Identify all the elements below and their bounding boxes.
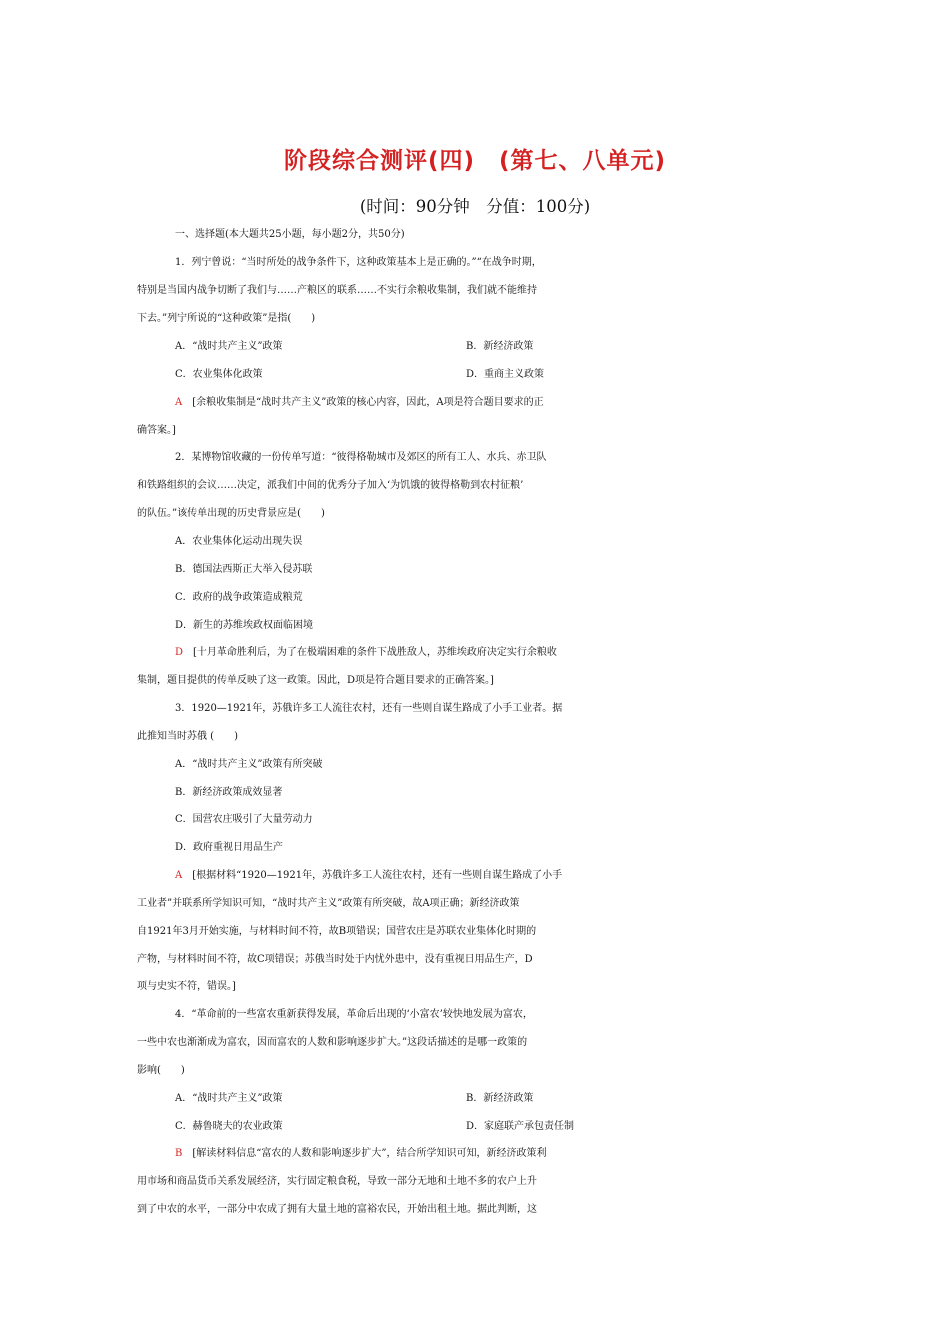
question-3-stem-line: 3．1920—1921年，苏俄许多工人流往农村，还有一些则自谋生路成了小手工业者。据 xyxy=(175,703,563,714)
question-4-option-b: B．新经济政策 xyxy=(466,1093,534,1104)
question-3-explanation: 项与史实不符，错误。] xyxy=(137,981,236,992)
question-1-option-d: D．重商主义政策 xyxy=(466,369,545,380)
question-1-explanation: 确答案。] xyxy=(137,425,176,436)
question-4-answer: B xyxy=(175,1148,183,1159)
question-3-option-d: D．政府重视日用品生产 xyxy=(175,842,284,853)
question-1-option-b: B．新经济政策 xyxy=(466,341,534,352)
question-1-stem-line: 特别是当国内战争切断了我们与……产粮区的联系……不实行余粮收集制，我们就不能维持 xyxy=(137,285,537,296)
question-1-answer: A xyxy=(175,397,183,408)
question-4-explanation: 到了中农的水平，一部分中农成了拥有大量土地的富裕农民，开始出租土地。据此判断，这 xyxy=(137,1204,537,1215)
question-2-option-b: B．德国法西斯正大举入侵苏联 xyxy=(175,564,313,575)
section-heading: 一、选择题(本大题共25小题，每小题2分，共50分) xyxy=(175,229,405,240)
question-2-answer: D xyxy=(175,647,184,658)
question-3-explanation: 产物，与材料时间不符，故C项错误；苏俄当时处于内忧外患中，没有重视日用品生产，D xyxy=(137,954,533,965)
question-1-explanation: A [余粮收集制是“战时共产主义”政策的核心内容，因此，A项是符合题目要求的正 xyxy=(175,397,544,408)
question-2-explanation: 集制，题目提供的传单反映了这一政策。因此，D项是符合题目要求的正确答案。] xyxy=(137,675,494,686)
exam-info: (时间：90分钟 分值：100分) xyxy=(359,197,591,216)
question-4-explanation: 用市场和商品货币关系发展经济，实行固定粮食税，导致一部分无地和土地不多的农户上升 xyxy=(137,1176,537,1187)
question-4-explanation: B [解读材料信息“富农的人数和影响逐步扩大”，结合所学知识可知，新经济政策利 xyxy=(175,1148,547,1159)
question-4-stem-line: 影响( ) xyxy=(137,1065,185,1076)
question-2-option-a: A．农业集体化运动出现失误 xyxy=(175,536,303,547)
question-2-option-c: C．政府的战争政策造成粮荒 xyxy=(175,592,303,603)
question-3-explanation: A [根据材料“1920—1921年，苏俄许多工人流往农村，还有一些则自谋生路成了小手 xyxy=(175,870,563,881)
question-2-stem-line: 的队伍。”该传单出现的历史背景应是( ) xyxy=(137,508,325,519)
question-4-option-a: A．“战时共产主义”政策 xyxy=(175,1093,283,1104)
question-3-stem-line: 此推知当时苏俄 ( ) xyxy=(137,731,238,742)
question-3-answer: A xyxy=(175,870,183,881)
question-1-option-c: C．农业集体化政策 xyxy=(175,369,263,380)
question-2-explanation: D [十月革命胜利后，为了在极端困难的条件下战胜敌人，苏维埃政府决定实行余粮收 xyxy=(175,647,557,658)
question-2-stem-line: 2．某博物馆收藏的一份传单写道：“彼得格勒城市及郊区的所有工人、水兵、赤卫队 xyxy=(175,452,547,463)
question-4-stem-line: 一些中农也渐渐成为富农，因而富农的人数和影响逐步扩大。”这段话描述的是哪一政策的 xyxy=(137,1037,528,1048)
question-1-stem-line: 1．列宁曾说：“当时所处的战争条件下，这种政策基本上是正确的。”“在战争时期， xyxy=(175,257,542,268)
question-3-option-b: B．新经济政策成效显著 xyxy=(175,787,283,798)
question-4-stem-line: 4．“革命前的一些富农重新获得发展，革命后出现的‘小富农’较快地发展为富农， xyxy=(175,1009,533,1020)
question-2-option-d: D．新生的苏维埃政权面临困境 xyxy=(175,620,314,631)
question-3-explanation: 工业者”并联系所学知识可知，“战时共产主义”政策有所突破，故A项正确；新经济政策 xyxy=(137,898,520,909)
question-1-option-a: A．“战时共产主义”政策 xyxy=(175,341,283,352)
question-3-option-a: A．“战时共产主义”政策有所突破 xyxy=(175,759,323,770)
question-1-stem-line: 下去。”列宁所说的“这种政策”是指( ) xyxy=(137,313,316,324)
question-3-option-c: C．国营农庄吸引了大量劳动力 xyxy=(175,814,313,825)
question-3-explanation: 自1921年3月开始实施，与材料时间不符，故B项错误；国营农庄是苏联农业集体化时期的 xyxy=(137,926,537,937)
page-title: 阶段综合测评(四) (第七、八单元) xyxy=(283,148,667,174)
question-4-option-d: D．家庭联产承包责任制 xyxy=(466,1121,575,1132)
question-2-stem-line: 和铁路组织的会议……决定，派我们中间的优秀分子加入‘为饥饿的彼得格勒到农村征粮’ xyxy=(137,480,524,491)
question-4-option-c: C．赫鲁晓夫的农业政策 xyxy=(175,1121,283,1132)
